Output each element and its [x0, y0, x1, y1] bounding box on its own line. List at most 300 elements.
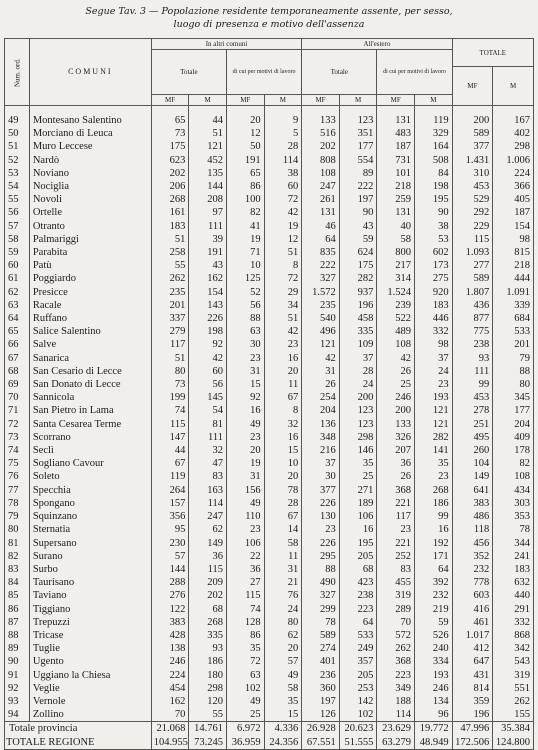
cell-value: 200	[339, 391, 377, 404]
cell-value: 16	[264, 431, 302, 444]
table-row	[5, 510, 534, 523]
cell-value: 344	[493, 537, 534, 550]
cell-value: 25	[339, 470, 377, 483]
cell-value: 23	[414, 378, 452, 391]
cell-number: 73	[5, 431, 30, 444]
cell-value: 299	[302, 603, 340, 616]
cell-value: 89	[339, 167, 377, 180]
cell-value: 198	[189, 325, 227, 338]
cell-value: 93	[452, 352, 493, 365]
cell-comune: Taurisano	[29, 576, 151, 589]
total-provincia-row	[5, 722, 534, 736]
table-row	[5, 431, 534, 444]
cell-value: 27	[226, 576, 264, 589]
table-row	[5, 206, 534, 219]
cell-value: 440	[493, 589, 534, 602]
cell-value: 815	[493, 246, 534, 259]
cell-value: 65	[226, 167, 264, 180]
cell-comune: Muro Leccese	[29, 140, 151, 153]
cell-value: 37	[302, 457, 340, 470]
cell-value: 50	[226, 140, 264, 153]
cell-value: 131	[377, 114, 415, 127]
cell-number: 91	[5, 669, 30, 682]
cell-value: 334	[414, 655, 452, 668]
cell-value: 11	[264, 550, 302, 563]
cell-value: 49	[264, 669, 302, 682]
cell-value: 310	[452, 167, 493, 180]
table-row	[5, 550, 534, 563]
cell-comune: Sternatia	[29, 523, 151, 536]
cell-value: 1.091	[493, 286, 534, 299]
cell-value: 92	[189, 338, 227, 351]
cell-value: 99	[414, 510, 452, 523]
cell-value: 279	[151, 325, 189, 338]
table-row	[5, 233, 534, 246]
cell-value: 16	[226, 404, 264, 417]
cell-value: 218	[377, 180, 415, 193]
cell-value: 70	[151, 708, 189, 722]
cell-value: 1.017	[452, 629, 493, 642]
cell-value: 192	[414, 537, 452, 550]
cell-value: 262	[151, 272, 189, 285]
table-title	[0, 5, 538, 31]
cell-value: 40	[377, 220, 415, 233]
cell-value: 489	[377, 325, 415, 338]
cell-value: 1.572	[302, 286, 340, 299]
cell-value: 224	[151, 669, 189, 682]
cell-comune: Uggiano la Chiesa	[29, 669, 151, 682]
cell-value: 195	[414, 193, 452, 206]
cell-value: 223	[339, 603, 377, 616]
table-row	[5, 246, 534, 259]
cell-value: 49	[226, 497, 264, 510]
cell-value: 684	[493, 312, 534, 325]
cell-value: 49	[226, 418, 264, 431]
cell-value: 533	[339, 629, 377, 642]
cell-value: 19	[226, 233, 264, 246]
header-estero-totale: Totale	[302, 50, 377, 95]
cell-value: 455	[377, 576, 415, 589]
cell-comune: Seclì	[29, 444, 151, 457]
cell-value: 200	[452, 114, 493, 127]
cell-value: 35	[226, 642, 264, 655]
cell-value: 15	[264, 444, 302, 457]
cell-value: 64	[339, 616, 377, 629]
cell-value: 332	[493, 616, 534, 629]
cell-value: 9	[264, 114, 302, 127]
cell-number: 49	[5, 114, 30, 127]
cell-value: 173	[414, 259, 452, 272]
cell-value: 35	[339, 457, 377, 470]
cell-value: 20	[264, 642, 302, 655]
table-row	[5, 523, 534, 536]
cell-value: 235	[302, 299, 340, 312]
cell-value: 111	[452, 365, 493, 378]
cell-value: 115	[452, 233, 493, 246]
cell-value: 383	[452, 497, 493, 510]
cell-value: 141	[414, 444, 452, 457]
cell-value: 187	[493, 206, 534, 219]
cell-value: 123	[339, 404, 377, 417]
cell-value: 202	[302, 140, 340, 153]
cell-value: 86	[226, 629, 264, 642]
table-row	[5, 391, 534, 404]
cell-value: 222	[339, 180, 377, 193]
cell-value: 335	[189, 629, 227, 642]
cell-value: 92	[226, 391, 264, 404]
cell-value: 35	[264, 695, 302, 708]
table-row	[5, 629, 534, 642]
cell-value: 197	[339, 193, 377, 206]
cell-number: 68	[5, 365, 30, 378]
cell-value: 119	[151, 470, 189, 483]
cell-value: 516	[302, 127, 340, 140]
cell-value: 205	[339, 669, 377, 682]
cell-value: 268	[151, 193, 189, 206]
cell-value: 167	[493, 114, 534, 127]
cell-value: 428	[151, 629, 189, 642]
cell-value: 118	[452, 523, 493, 536]
cell-value: 38	[414, 220, 452, 233]
cell-value: 62	[264, 629, 302, 642]
header-m: M	[414, 95, 452, 106]
cell-value: 186	[414, 497, 452, 510]
cell-value: 108	[302, 167, 340, 180]
cell-comune: Palmariggi	[29, 233, 151, 246]
table-row	[5, 286, 534, 299]
cell-comune: Nociglia	[29, 180, 151, 193]
title-line-2: luogo di presenza e motivo dell'assenza	[173, 19, 365, 30]
cell-value: 221	[377, 537, 415, 550]
table-row	[5, 537, 534, 550]
cell-value: 155	[493, 708, 534, 722]
cell-value: 32	[189, 444, 227, 457]
cell-value: 206	[151, 180, 189, 193]
cell-value: 295	[302, 550, 340, 563]
cell-value: 67	[264, 510, 302, 523]
cell-value: 319	[493, 669, 534, 682]
cell-value: 238	[339, 589, 377, 602]
cell-value: 8	[264, 404, 302, 417]
cell-total-value: 172.506	[452, 736, 493, 750]
cell-value: 458	[339, 312, 377, 325]
cell-value: 551	[493, 682, 534, 695]
cell-value: 93	[189, 642, 227, 655]
cell-value: 195	[339, 537, 377, 550]
cell-value: 835	[302, 246, 340, 259]
cell-value: 183	[151, 220, 189, 233]
cell-value: 136	[302, 418, 340, 431]
cell-value: 58	[264, 537, 302, 550]
cell-value: 543	[493, 655, 534, 668]
cell-value: 99	[452, 378, 493, 391]
cell-value: 20	[264, 365, 302, 378]
cell-value: 554	[339, 154, 377, 167]
cell-comune: San Donato di Lecce	[29, 378, 151, 391]
cell-total-label: Totale provincia	[5, 722, 152, 736]
cell-value: 121	[189, 140, 227, 153]
header-m: M	[264, 95, 302, 106]
cell-value: 64	[302, 233, 340, 246]
cell-value: 24	[339, 378, 377, 391]
cell-value: 632	[493, 576, 534, 589]
cell-value: 56	[189, 378, 227, 391]
cell-value: 72	[226, 655, 264, 668]
cell-number: 54	[5, 180, 30, 193]
table-row	[5, 682, 534, 695]
cell-value: 23	[226, 431, 264, 444]
cell-value: 54	[189, 404, 227, 417]
cell-value: 26	[377, 470, 415, 483]
cell-value: 327	[302, 589, 340, 602]
cell-value: 339	[493, 299, 534, 312]
cell-value: 349	[377, 682, 415, 695]
cell-value: 19	[226, 457, 264, 470]
cell-comune: Tiggiano	[29, 603, 151, 616]
cell-value: 101	[377, 167, 415, 180]
cell-value: 288	[151, 576, 189, 589]
cell-value: 73	[151, 378, 189, 391]
cell-total-value: 63.279	[377, 736, 415, 750]
cell-number: 53	[5, 167, 30, 180]
cell-value: 78	[302, 616, 340, 629]
cell-number: 85	[5, 589, 30, 602]
cell-value: 453	[452, 391, 493, 404]
cell-value: 121	[414, 418, 452, 431]
cell-value: 79	[493, 352, 534, 365]
cell-value: 252	[377, 550, 415, 563]
cell-total-value: 24.356	[264, 736, 302, 750]
cell-value: 246	[414, 682, 452, 695]
cell-value: 111	[189, 431, 227, 444]
cell-comune: Soleto	[29, 470, 151, 483]
cell-value: 808	[302, 154, 340, 167]
cell-value: 262	[377, 642, 415, 655]
cell-value: 431	[452, 669, 493, 682]
cell-value: 23	[264, 338, 302, 351]
cell-value: 55	[189, 708, 227, 722]
cell-value: 117	[377, 510, 415, 523]
cell-value: 63	[226, 325, 264, 338]
cell-value: 223	[377, 669, 415, 682]
cell-comune: Sannicola	[29, 391, 151, 404]
cell-number: 67	[5, 352, 30, 365]
table-row	[5, 655, 534, 668]
cell-value: 23	[377, 523, 415, 536]
cell-value: 436	[452, 299, 493, 312]
cell-value: 454	[151, 682, 189, 695]
cell-value: 38	[264, 167, 302, 180]
cell-comune: Otranto	[29, 220, 151, 233]
cell-value: 188	[377, 695, 415, 708]
cell-value: 282	[414, 431, 452, 444]
table-row	[5, 154, 534, 167]
cell-comune: Squinzano	[29, 510, 151, 523]
cell-comune: Santa Cesarea Terme	[29, 418, 151, 431]
header-mf: MF	[302, 95, 340, 106]
cell-value: 226	[302, 497, 340, 510]
cell-value: 52	[226, 286, 264, 299]
cell-value: 133	[377, 418, 415, 431]
cell-value: 218	[493, 259, 534, 272]
cell-value: 319	[377, 589, 415, 602]
cell-value: 937	[339, 286, 377, 299]
cell-total-value: 21.068	[151, 722, 189, 736]
cell-value: 402	[493, 127, 534, 140]
cell-value: 51	[264, 246, 302, 259]
cell-value: 39	[189, 233, 227, 246]
cell-value: 8	[264, 259, 302, 272]
header-m: M	[493, 67, 534, 106]
cell-value: 55	[151, 259, 189, 272]
cell-value: 219	[414, 603, 452, 616]
cell-value: 156	[226, 484, 264, 497]
cell-value: 108	[377, 338, 415, 351]
cell-comune: Surano	[29, 550, 151, 563]
cell-value: 97	[189, 206, 227, 219]
cell-total-value: 4.336	[264, 722, 302, 736]
cell-value: 20	[226, 444, 264, 457]
cell-value: 90	[414, 206, 452, 219]
cell-value: 529	[452, 193, 493, 206]
cell-value: 1.524	[377, 286, 415, 299]
cell-value: 125	[226, 272, 264, 285]
cell-value: 264	[151, 484, 189, 497]
cell-value: 123	[339, 418, 377, 431]
cell-value: 171	[414, 550, 452, 563]
cell-value: 88	[493, 365, 534, 378]
cell-value: 121	[302, 338, 340, 351]
cell-value: 26	[377, 365, 415, 378]
cell-total-value: 23.629	[377, 722, 415, 736]
cell-value: 142	[339, 695, 377, 708]
cell-value: 28	[339, 365, 377, 378]
cell-value: 100	[226, 193, 264, 206]
cell-value: 58	[264, 682, 302, 695]
total-regione-row	[5, 736, 534, 750]
cell-number: 51	[5, 140, 30, 153]
cell-value: 95	[151, 523, 189, 536]
cell-number: 59	[5, 246, 30, 259]
cell-value: 778	[452, 576, 493, 589]
cell-value: 154	[493, 220, 534, 233]
table-row	[5, 114, 534, 127]
header-altri-lavoro: di cui per motivi di lavoro	[226, 50, 301, 95]
cell-value: 368	[377, 484, 415, 497]
cell-value: 232	[452, 563, 493, 576]
cell-value: 67	[264, 391, 302, 404]
cell-value: 193	[414, 669, 452, 682]
cell-value: 251	[452, 418, 493, 431]
cell-value: 82	[493, 457, 534, 470]
table-row	[5, 352, 534, 365]
cell-value: 106	[226, 537, 264, 550]
cell-comune: Presicce	[29, 286, 151, 299]
cell-value: 186	[189, 655, 227, 668]
cell-value: 36	[377, 457, 415, 470]
spacer-row	[5, 106, 534, 115]
cell-value: 814	[452, 682, 493, 695]
cell-value: 37	[414, 352, 452, 365]
table-row	[5, 127, 534, 140]
cell-value: 119	[414, 114, 452, 127]
cell-number: 52	[5, 154, 30, 167]
cell-number: 60	[5, 259, 30, 272]
cell-value: 423	[339, 576, 377, 589]
cell-number: 61	[5, 272, 30, 285]
cell-value: 246	[377, 391, 415, 404]
cell-number: 90	[5, 655, 30, 668]
cell-value: 72	[264, 193, 302, 206]
cell-value: 143	[189, 299, 227, 312]
cell-value: 377	[452, 140, 493, 153]
cell-value: 10	[264, 457, 302, 470]
cell-value: 348	[302, 431, 340, 444]
cell-value: 289	[377, 603, 415, 616]
cell-value: 88	[302, 563, 340, 576]
cell-value: 314	[377, 272, 415, 285]
cell-value: 236	[302, 669, 340, 682]
cell-value: 10	[226, 259, 264, 272]
cell-value: 262	[493, 695, 534, 708]
cell-value: 180	[189, 669, 227, 682]
cell-value: 164	[414, 140, 452, 153]
cell-comune: Racale	[29, 299, 151, 312]
cell-value: 29	[264, 286, 302, 299]
table-row	[5, 484, 534, 497]
table-row	[5, 589, 534, 602]
cell-value: 126	[302, 708, 340, 722]
cell-value: 647	[452, 655, 493, 668]
cell-value: 337	[151, 312, 189, 325]
cell-value: 57	[151, 550, 189, 563]
cell-value: 226	[189, 312, 227, 325]
cell-value: 240	[414, 642, 452, 655]
cell-value: 117	[151, 338, 189, 351]
cell-comune: Montesano Salentino	[29, 114, 151, 127]
cell-number: 92	[5, 682, 30, 695]
cell-value: 486	[452, 510, 493, 523]
cell-value: 51	[151, 233, 189, 246]
cell-value: 456	[452, 537, 493, 550]
cell-value: 83	[189, 470, 227, 483]
cell-value: 409	[493, 431, 534, 444]
cell-value: 589	[302, 629, 340, 642]
cell-value: 303	[493, 497, 534, 510]
cell-value: 64	[414, 563, 452, 576]
cell-value: 134	[414, 695, 452, 708]
cell-comune: Scorrano	[29, 431, 151, 444]
cell-value: 224	[493, 167, 534, 180]
cell-number: 81	[5, 537, 30, 550]
cell-value: 36	[189, 550, 227, 563]
cell-value: 110	[226, 510, 264, 523]
cell-value: 202	[189, 589, 227, 602]
cell-value: 44	[189, 114, 227, 127]
cell-value: 241	[493, 550, 534, 563]
cell-value: 335	[339, 325, 377, 338]
cell-value: 133	[302, 114, 340, 127]
cell-number: 80	[5, 523, 30, 536]
cell-value: 24	[414, 365, 452, 378]
cell-number: 72	[5, 418, 30, 431]
table-row	[5, 365, 534, 378]
cell-value: 59	[414, 616, 452, 629]
cell-total-value: 14.761	[189, 722, 227, 736]
cell-value: 452	[189, 154, 227, 167]
cell-value: 80	[264, 616, 302, 629]
table-row	[5, 180, 534, 193]
